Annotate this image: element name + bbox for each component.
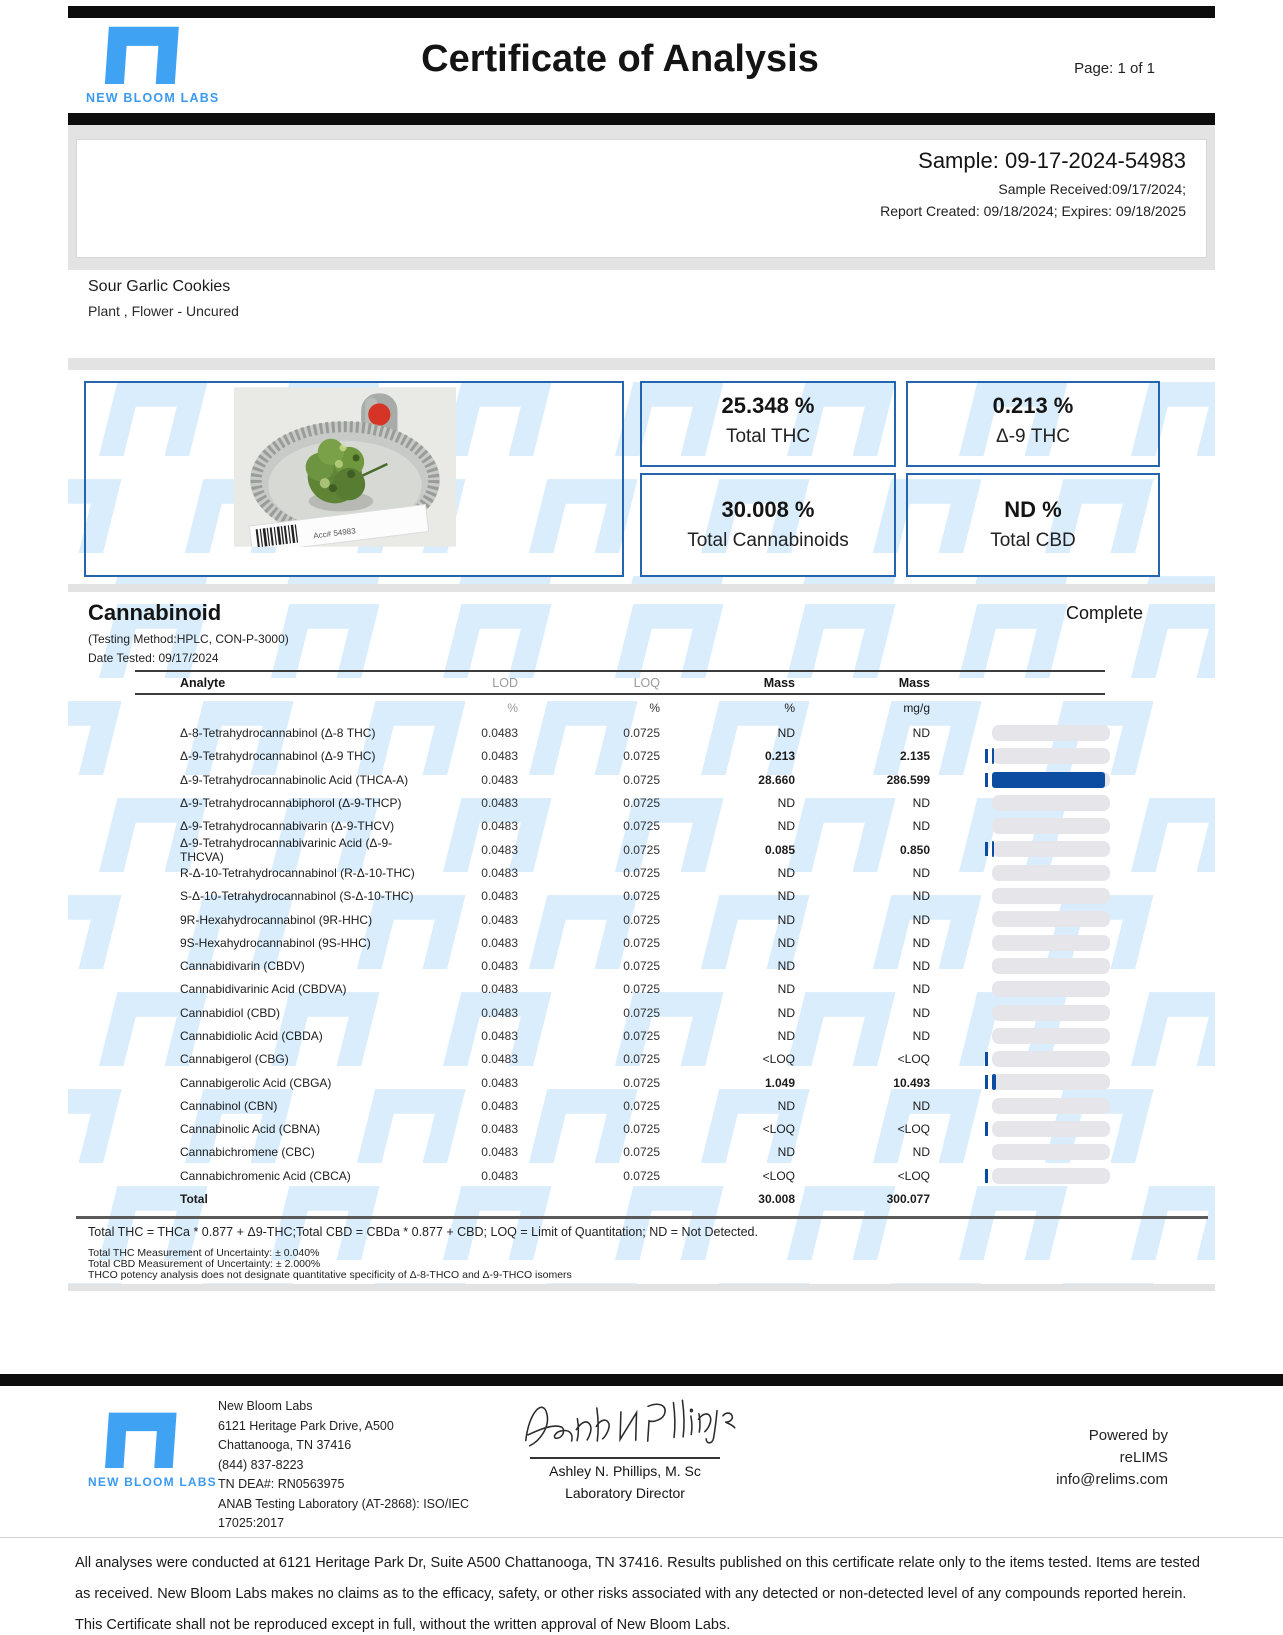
analyte-name: Cannabidiol (CBD) [180,1005,281,1020]
mass-bar-fill [992,772,1105,788]
divider-band-2 [68,584,1215,592]
table-row [135,835,1120,864]
mass-bar-fill [992,1074,996,1090]
mass-bar-track [992,865,1110,881]
table-row [135,861,1120,884]
lod-value: 0.0483 [481,959,518,974]
analyte-name: 9S-Hexahydrocannabinol (9S-HHC) [180,935,371,950]
table-rows [135,722,1120,1188]
loq-value: 0.0725 [623,796,660,811]
mass-bar [980,1024,1120,1047]
lab-line: 6121 Heritage Park Drive, A500 [218,1418,394,1433]
signature-image [510,1386,740,1450]
mass-bar [980,745,1120,768]
mass-bar-tick [985,773,988,787]
total-mass-pct: 30.008 [758,1192,795,1207]
mass-mgg-value: 2.135 [899,749,930,764]
divider-band-1 [68,358,1215,370]
unit-loq: % [649,701,660,715]
signer-name: Ashley N. Phillips, M. Sc [549,1462,701,1479]
table-row [135,1094,1120,1117]
table-row [135,1164,1120,1187]
mass-bar [980,815,1120,838]
stat-label: Total CBD [990,530,1076,551]
lod-value: 0.0483 [481,1145,518,1160]
lod-value: 0.0483 [481,1052,518,1067]
loq-value: 0.0725 [623,912,660,927]
mass-mgg-value: ND [912,726,930,741]
mass-mgg-value: ND [912,819,930,834]
table-row [135,1141,1120,1164]
loq-value: 0.0725 [623,865,660,880]
date-tested: Date Tested: 09/17/2024 [88,651,219,665]
lod-value: 0.0483 [481,982,518,997]
mass-bar-track [992,1121,1110,1137]
mass-bar [980,768,1120,791]
mass-bar [980,931,1120,954]
lod-value: 0.0483 [481,889,518,904]
section-rule [76,1216,1208,1219]
table-row [135,1048,1120,1071]
lod-value: 0.0483 [481,772,518,787]
table-row [135,908,1120,931]
newbloomlabs-footer-logo-icon [92,1408,188,1468]
lab-line: (844) 837-8223 [218,1457,304,1472]
page-title: Certificate of Analysis [421,38,819,80]
analyte-name: Δ-9-Tetrahydrocannabivarin (Δ-9-THCV) [180,819,395,834]
sample-photo-box [84,381,624,577]
mass-pct-value: ND [777,912,795,927]
unit-lod: % [507,701,518,715]
mass-bar-track [992,888,1110,904]
mass-bar-fill [992,841,994,857]
mass-bar [980,1071,1120,1094]
sample-photo [234,387,456,547]
signature-block [505,1386,745,1501]
loq-value: 0.0725 [623,889,660,904]
loq-value: 0.0725 [623,959,660,974]
mass-bar-fill [992,748,994,764]
loq-value: 0.0725 [623,1098,660,1113]
stat-total-thc [640,381,896,467]
mass-mgg-value: ND [912,1098,930,1113]
mass-pct-value: ND [777,819,795,834]
section-title: Cannabinoid [88,600,222,625]
powered-by-brand: reLIMS [1119,1449,1168,1466]
mass-bar-track [992,958,1110,974]
loq-value: 0.0725 [623,1145,660,1160]
lod-value: 0.0483 [481,1168,518,1183]
mass-bar [980,978,1120,1001]
analyte-name: 9R-Hexahydrocannabinol (9R-HHC) [180,912,373,927]
unit-mass-pct: % [784,701,795,715]
mass-bar-tick [985,1075,988,1089]
cannabinoid-section [68,592,1215,1284]
lod-value: 0.0483 [481,865,518,880]
table-row [135,722,1120,745]
table-total-row [135,1187,1120,1210]
lod-value: 0.0483 [481,796,518,811]
mass-bar [980,722,1120,745]
analyte-name: Cannabidivarin (CBDV) [180,959,305,974]
table-header-row [135,672,1120,693]
loq-value: 0.0725 [623,772,660,787]
mass-pct-value: 28.660 [758,772,795,787]
loq-value: 0.0725 [623,1029,660,1043]
sample-id: Sample: 09-17-2024-54983 [918,148,1186,173]
loq-value: 0.0725 [623,726,660,741]
powered-by-label: Powered by [1088,1427,1168,1444]
lod-value: 0.0483 [481,842,518,857]
logo-text: NEW BLOOM LABS [86,91,220,105]
lab-line: Chattanooga, TN 37416 [218,1438,352,1452]
mass-bar-track [992,1005,1110,1021]
header-bottom-rule-bar [68,113,1215,125]
total-label: Total [180,1192,208,1207]
divider-band-3 [68,1284,1215,1291]
loq-value: 0.0725 [623,1122,660,1137]
analyte-name: Cannabidiolic Acid (CBDA) [180,1029,323,1043]
table-row [135,1001,1120,1024]
stat-value: ND % [1004,497,1062,522]
svg-text:Acc# 54983: Acc# 54983 [312,526,357,541]
col-header-bar [980,671,1120,694]
table-row [135,815,1120,838]
sample-info-box [76,139,1207,258]
mass-bar [980,1001,1120,1024]
col-header-mass-pct: Mass [763,675,795,690]
col-header-loq: LOQ [633,675,660,690]
loq-value: 0.0725 [623,842,660,857]
col-header-analyte: Analyte [180,675,226,690]
lab-line: TN DEA#: RN0563975 [218,1477,345,1491]
table-row [135,1118,1120,1141]
sample-received: Sample Received:09/17/2024; [998,181,1186,197]
analyte-name: Δ-8-Tetrahydrocannabinol (Δ-8 THC) [180,726,376,741]
mass-pct-value: <LOQ [762,1052,795,1067]
mass-bar-track [992,725,1110,741]
mass-mgg-value: ND [912,912,930,927]
analyte-name: Cannabichromene (CBC) [180,1145,315,1160]
col-header-lod: LOD [492,675,518,690]
mass-pct-value: 1.049 [764,1075,795,1090]
signer-title: Laboratory Director [565,1484,685,1501]
col-header-mass-mgg: Mass [898,675,930,690]
sample-band [68,125,1215,270]
mass-mgg-value: ND [912,1145,930,1160]
mass-mgg-value: ND [912,982,930,997]
testing-method: (Testing Method:HPLC, CON-P-3000) [88,632,289,646]
footer-logo-text: NEW BLOOM LABS [88,1475,217,1489]
mass-bar-track [992,1051,1110,1067]
mass-bar-tick [985,1052,988,1066]
powered-by-block [1056,1425,1168,1491]
stat-value: 25.348 % [721,393,815,418]
mass-pct-value: ND [777,1005,795,1020]
mass-mgg-value: ND [912,889,930,904]
page-number: Page: 1 of 1 [1074,60,1155,77]
analyte-name: Δ-9-Tetrahydrocannabivarinic Acid (Δ-9-THCVA) [180,835,393,864]
analyte-name: Cannabidivarinic Acid (CBDVA) [180,982,347,997]
mass-bar-track [992,911,1110,927]
mass-mgg-value: 10.493 [893,1075,930,1090]
report-created: Report Created: 09/18/2024; Expires: 09/18/2025 [880,203,1186,219]
top-rule-bar [68,6,1215,18]
mass-bar-track [992,772,1110,788]
loq-value: 0.0725 [623,819,660,834]
disclaimer-text: All analyses were conducted at 6121 Heritage Park Dr, Suite A500 Chattanooga, TN 37416. Results published on this certificate relate only to the items tested. Items are tested as received. New Bloom Labs makes no claims as to the efficacy, safety, or other risks associated with any detected or non-detected level of any compounds reported herein. This Certificate shall not be reproduced except in full, without the written approval of New Bloom Labs. [75,1555,1200,1633]
disclaimer-divider [0,1537,1283,1538]
mass-bar-track [992,1098,1110,1114]
signature-line [530,1457,720,1459]
mass-bar-track [992,1168,1110,1184]
mass-bar [980,838,1120,861]
mass-pct-value: ND [777,796,795,811]
mass-bar-track [992,748,1110,764]
mass-pct-value: <LOQ [762,1168,795,1183]
loq-value: 0.0725 [623,935,660,950]
analyte-name: Δ-9-Tetrahydrocannabinolic Acid (THCA-A) [180,772,409,787]
mass-bar [980,861,1120,884]
footnote-thc-uncertainty: Total THC Measurement of Uncertainty: ± 0.040% [88,1247,320,1259]
mass-mgg-value: <LOQ [897,1052,930,1067]
product-type: Plant , Flower - Uncured [88,303,239,319]
total-mass-mgg: 300.077 [886,1192,930,1207]
mass-bar [980,954,1120,977]
lod-value: 0.0483 [481,819,518,834]
mass-pct-value: 0.085 [764,842,795,857]
mass-pct-value: ND [777,1098,795,1113]
analyte-name: Cannabichromenic Acid (CBCA) [180,1168,351,1183]
mass-bar-track [992,935,1110,951]
mass-mgg-value: <LOQ [897,1122,930,1137]
stat-d9-thc [906,381,1160,467]
mass-bar [980,908,1120,931]
mass-mgg-value: ND [912,1005,930,1020]
mass-mgg-value: ND [912,865,930,880]
mass-bar-track [992,795,1110,811]
loq-value: 0.0725 [623,1075,660,1090]
mass-bar [980,1094,1120,1117]
product-name: Sour Garlic Cookies [88,278,231,295]
lod-value: 0.0483 [481,1005,518,1020]
footnote-formula: Total THC = THCa * 0.877 + Δ9-THC;Total CBD = CBDa * 0.877 + CBD; LOQ = Limit of Quantitation; ND = Not Detected. [88,1225,758,1239]
table-row [135,978,1120,1001]
mass-bar [980,1118,1120,1141]
section-status: Complete [1065,603,1143,623]
mass-bar [980,1048,1120,1071]
analyte-name: Cannabigerolic Acid (CBGA) [180,1075,332,1090]
loq-value: 0.0725 [623,1005,660,1020]
mass-bar-track [992,1028,1110,1044]
lab-address-block [218,1397,469,1534]
lod-value: 0.0483 [481,935,518,950]
loq-value: 0.0725 [623,1168,660,1183]
table-units-row [135,695,1120,722]
mass-bar-track [992,1144,1110,1160]
table-row [135,931,1120,954]
stat-label: Δ-9 THC [996,426,1070,447]
table-row [135,954,1120,977]
lod-value: 0.0483 [481,726,518,741]
footer-rule-bar [0,1374,1283,1386]
analyte-name: Cannabigerol (CBG) [180,1052,289,1067]
summary-band [68,370,1215,584]
mass-bar [980,885,1120,908]
lod-value: 0.0483 [481,749,518,764]
footnote-cbd-uncertainty: Total CBD Measurement of Uncertainty: ± 2.000% [88,1258,321,1270]
stat-value: 30.008 % [721,497,815,522]
mass-bar-tick [985,842,988,856]
mass-mgg-value: <LOQ [897,1168,930,1183]
stat-total-cannabinoids [640,473,896,577]
mass-pct-value: 0.213 [764,749,795,764]
mass-mgg-value: 0.850 [899,842,930,857]
mass-pct-value: ND [777,982,795,997]
unit-mass-mgg: mg/g [903,701,930,715]
mass-pct-value: ND [777,959,795,974]
mass-bar-track [992,818,1110,834]
mass-bar [980,1141,1120,1164]
analyte-name: S-Δ-10-Tetrahydrocannabinol (S-Δ-10-THC) [180,889,414,904]
stat-value: 0.213 % [992,393,1074,418]
stat-label: Total Cannabinoids [687,530,849,551]
footnote-thco: THCO potency analysis does not designate quantitative specificity of Δ-8-THCO and Δ-9-THCO isomers [88,1269,572,1281]
analyte-name: Δ-9-Tetrahydrocannabiphorol (Δ-9-THCP) [180,796,402,811]
stat-total-cbd [906,473,1160,577]
mass-pct-value: ND [777,726,795,741]
mass-bar-track [992,841,1110,857]
stat-label: Total THC [725,426,811,447]
mass-bar-tick [985,1122,988,1136]
cannabinoid-table [135,670,1120,1219]
lod-value: 0.0483 [481,1122,518,1137]
mass-bar-track [992,1074,1110,1090]
mass-pct-value: ND [777,1029,795,1043]
table-row [135,885,1120,908]
mass-pct-value: <LOQ [762,1122,795,1137]
mass-bar [980,1164,1120,1187]
table-row [135,1071,1120,1094]
lod-value: 0.0483 [481,1098,518,1113]
mass-pct-value: ND [777,935,795,950]
lab-line: New Bloom Labs [218,1399,313,1413]
loq-value: 0.0725 [623,982,660,997]
mass-mgg-value: ND [912,959,930,974]
contact-email: info@relims.com [1056,1471,1168,1488]
footer-logo [88,1408,217,1489]
table-row [135,791,1120,814]
mass-mgg-value: ND [912,1029,930,1043]
mass-bar-track [992,981,1110,997]
lab-line: 17025:2017 [218,1516,285,1530]
table-row [135,1024,1120,1047]
mass-pct-value: ND [777,865,795,880]
loq-value: 0.0725 [623,749,660,764]
mass-mgg-value: 286.599 [886,772,930,787]
mass-pct-value: ND [777,1145,795,1160]
mass-mgg-value: ND [912,935,930,950]
lod-value: 0.0483 [481,1075,518,1090]
table-row [135,768,1120,791]
lab-line: ANAB Testing Laboratory (AT-2868): ISO/IEC [218,1496,470,1511]
lod-value: 0.0483 [481,1029,518,1043]
analyte-name: Δ-9-Tetrahydrocannabinol (Δ-9 THC) [180,749,376,764]
lod-value: 0.0483 [481,912,518,927]
analyte-name: R-Δ-10-Tetrahydrocannabinol (R-Δ-10-THC) [180,865,415,880]
table-row [135,745,1120,768]
analyte-name: Cannabinolic Acid (CBNA) [180,1122,321,1137]
mass-bar-tick [985,749,988,763]
loq-value: 0.0725 [623,1052,660,1067]
mass-mgg-value: ND [912,796,930,811]
mass-bar-tick [985,1169,988,1183]
mass-bar [980,791,1120,814]
analyte-name: Cannabinol (CBN) [180,1098,278,1113]
mass-pct-value: ND [777,889,795,904]
